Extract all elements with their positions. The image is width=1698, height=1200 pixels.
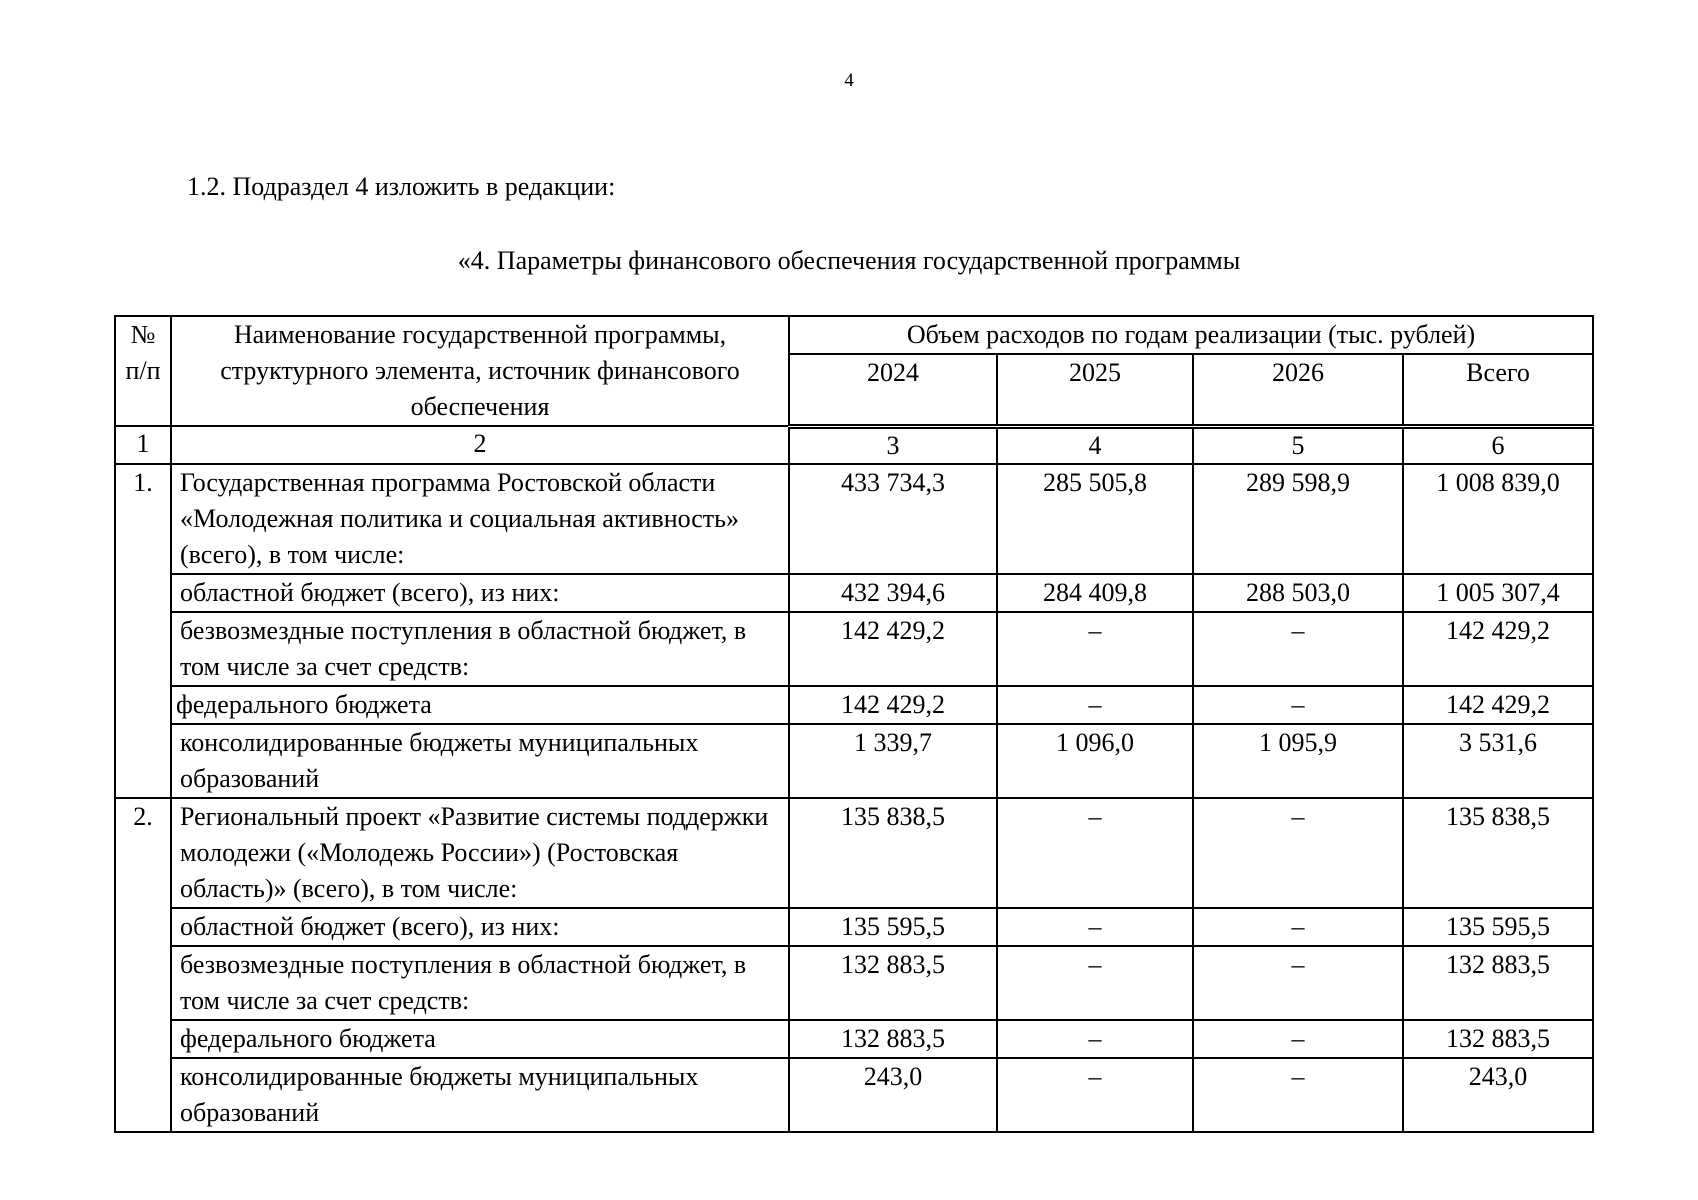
value-2026: 288 503,0 — [1193, 574, 1403, 612]
financing-table — [114, 315, 1594, 1133]
column-number: 4 — [997, 426, 1193, 464]
row-name: Государственная программа Ростовской области «Молодежная политика и социальная активность» (всего), в том числе: — [171, 464, 789, 574]
value-2024: 135 595,5 — [789, 908, 997, 946]
value-2026: – — [1193, 1020, 1403, 1058]
value-2026: 1 095,9 — [1193, 724, 1403, 798]
value-2025: – — [997, 612, 1193, 686]
column-number: 6 — [1403, 426, 1593, 464]
value-2025: 1 096,0 — [997, 724, 1193, 798]
section-title: «4. Параметры финансового обеспечения государственной программы — [457, 246, 1241, 275]
intro-paragraph: 1.2. Подраздел 4 изложить в редакции: — [187, 172, 616, 201]
value-2025: – — [997, 1020, 1193, 1058]
value-total: 132 883,5 — [1403, 1020, 1593, 1058]
value-2026: – — [1193, 1058, 1403, 1132]
table-row — [115, 464, 1593, 574]
column-number: 5 — [1193, 426, 1403, 464]
value-2024: 1 339,7 — [789, 724, 997, 798]
table-row — [115, 724, 1593, 798]
row-name: Региональный проект «Развитие системы поддержки молодежи («Молодежь России») (Ростовская область)» (всего), в том числе: — [171, 798, 789, 908]
value-total: 142 429,2 — [1403, 612, 1593, 686]
value-2025: – — [997, 1058, 1193, 1132]
header-total: Всего — [1403, 354, 1593, 426]
header-num: № п/п — [115, 316, 171, 426]
value-2026: – — [1193, 798, 1403, 908]
value-total: 3 531,6 — [1403, 724, 1593, 798]
header-year-2024: 2024 — [789, 354, 997, 426]
value-2024: 142 429,2 — [789, 612, 997, 686]
value-2026: – — [1193, 946, 1403, 1020]
table-row — [115, 612, 1593, 686]
value-total: 1 005 307,4 — [1403, 574, 1593, 612]
row-name: областной бюджет (всего), из них: — [171, 574, 789, 612]
value-total: 243,0 — [1403, 1058, 1593, 1132]
value-2024: 132 883,5 — [789, 946, 997, 1020]
value-2024: 135 838,5 — [789, 798, 997, 908]
row-name: консолидированные бюджеты муниципальных образований — [171, 724, 789, 798]
value-2025: – — [997, 798, 1193, 908]
value-total: 142 429,2 — [1403, 686, 1593, 724]
table-row — [115, 1020, 1593, 1058]
row-name: консолидированные бюджеты муниципальных образований — [171, 1058, 789, 1132]
row-name: безвозмездные поступления в областной бюджет, в том числе за счет средств: — [171, 946, 789, 1020]
header-name: Наименование государственной программы, структурного элемента, источник финансового обеспечения — [171, 316, 789, 426]
value-2026: 289 598,9 — [1193, 464, 1403, 574]
table-row — [115, 686, 1593, 724]
column-number: 3 — [789, 426, 997, 464]
row-name: безвозмездные поступления в областной бюджет, в том числе за счет средств: — [171, 612, 789, 686]
table-row — [115, 946, 1593, 1020]
value-2026: – — [1193, 908, 1403, 946]
value-2025: – — [997, 908, 1193, 946]
column-number: 2 — [171, 426, 789, 464]
value-2025: 284 409,8 — [997, 574, 1193, 612]
value-2024: 132 883,5 — [789, 1020, 997, 1058]
value-2025: – — [997, 686, 1193, 724]
header-expenses: Объем расходов по годам реализации (тыс. рублей) — [789, 316, 1593, 354]
value-2025: – — [997, 946, 1193, 1020]
value-total: 135 838,5 — [1403, 798, 1593, 908]
row-name: федерального бюджета — [171, 686, 789, 724]
table-row — [115, 798, 1593, 908]
page-number: 4 — [844, 70, 854, 91]
row-number: 1. — [115, 464, 171, 798]
header-year-2025: 2025 — [997, 354, 1193, 426]
column-number: 1 — [115, 426, 171, 464]
value-2024: 432 394,6 — [789, 574, 997, 612]
value-2024: 243,0 — [789, 1058, 997, 1132]
value-2024: 142 429,2 — [789, 686, 997, 724]
value-total: 135 595,5 — [1403, 908, 1593, 946]
row-name: областной бюджет (всего), из них: — [171, 908, 789, 946]
value-2026: – — [1193, 612, 1403, 686]
table-row — [115, 908, 1593, 946]
table-row — [115, 1058, 1593, 1132]
row-name: федерального бюджета — [171, 1020, 789, 1058]
value-total: 132 883,5 — [1403, 946, 1593, 1020]
header-year-2026: 2026 — [1193, 354, 1403, 426]
value-2025: 285 505,8 — [997, 464, 1193, 574]
table-row — [115, 574, 1593, 612]
row-number: 2. — [115, 798, 171, 1132]
value-2026: – — [1193, 686, 1403, 724]
value-2024: 433 734,3 — [789, 464, 997, 574]
value-total: 1 008 839,0 — [1403, 464, 1593, 574]
